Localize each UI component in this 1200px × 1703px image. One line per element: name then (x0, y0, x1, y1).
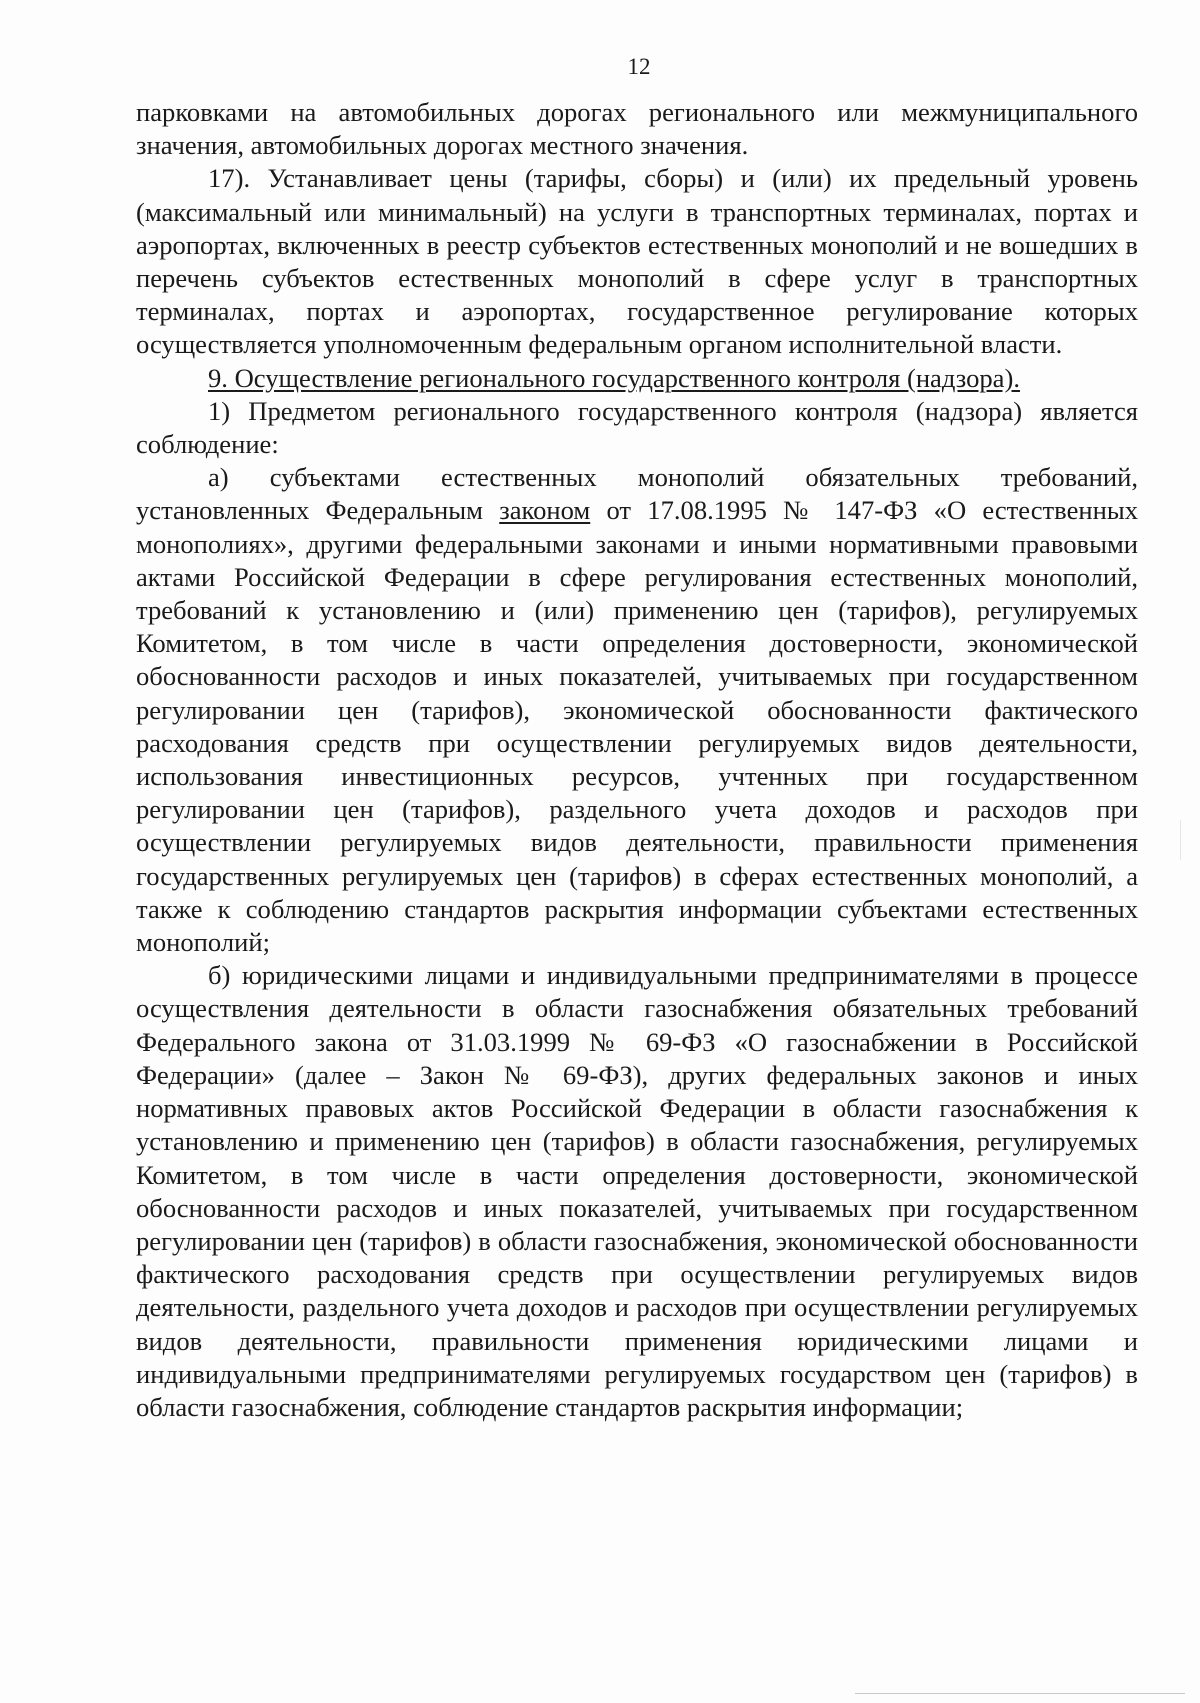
section-heading (136, 362, 1138, 395)
paragraph-subject: 1) Предметом регионального государственного контроля (надзора) является соблюдение: (136, 395, 1138, 460)
law-link[interactable]: законом (499, 495, 591, 526)
paragraph-continuation: парковками на автомобильных дорогах регионального или межмуниципального значения, автомобильных дорогах местного значения. (136, 97, 1138, 161)
paragraph-item-17: 17). Устанавливает цены (тарифы, сборы) и (или) их предельный уровень (максимальный или минимальный) на услуги в транспортных терминалах, портах и аэропортах, включенных в реестр субъектов естественных монополий и не вошедших в перечень субъектов естественных монополий в сфере услуг в транспортных терминалах, портах и аэропортах, государственное регулирование которых осуществляется уполномоченным федеральным органом исполнительной власти. (136, 163, 1138, 360)
scan-artifact (1180, 820, 1181, 860)
scan-edge-line (855, 1693, 1185, 1694)
item-a-text-start: а) субъектами естественных монополий обязательных требований, установленных Федеральным (136, 462, 1138, 526)
page-number: 12 (627, 54, 651, 79)
paragraph-item-b: б) юридическими лицами и индивидуальными предпринимателями в процессе осуществления деятельности в области газоснабжения обязательных требований Федерального закона от 31.03.1999 № 69-ФЗ «О газоснабжении в Российской Федерации» (далее – Закон № 69-ФЗ), других федеральных законов и иных нормативных правовых актов Российской Федерации в области газоснабжения к установлению и применению цен (тарифов) в области газоснабжения, регулируемых Комитетом, в том числе в части определения достоверности, экономической обоснованности расходов и иных показателей, учитываемых при государственном регулировании цен (тарифов) в области газоснабжения, экономической обоснованности фактического расходования средств при осуществлении регулируемых видов деятельности, раздельного учета доходов и расходов при осуществлении регулируемых видов деятельности, правильности применения юридическими лицами и индивидуальными предпринимателями регулируемых государством цен (тарифов) в области газоснабжения, соблюдение стандартов раскрытия информации; (136, 960, 1138, 1422)
document-body (136, 96, 1138, 1424)
item-a-text-end: от 17.08.1995 № 147-ФЗ «О естественных монополиях», другими федеральными законами и иными нормативными правовыми актами Российской Федерации в сфере регулирования естественных монополий, требований к установлению и (или) применению цен (тарифов), регулируемых Комитетом, в том числе в части определения достоверности, экономической обоснованности расходов и иных показателей, учитываемых при государственном регулировании цен (тарифов), экономической обоснованности фактического расходования средств при осуществлении регулируемых видов деятельности, использования инвестиционных ресурсов, учтенных при государственном регулировании цен (тарифов), раздельного учета доходов и расходов при осуществлении регулируемых видов деятельности, правильности применения государственных регулируемых цен (тарифов) в сферах естественных монополий, а также к соблюдению стандартов раскрытия информации субъектами естественных монополий; (136, 495, 1139, 958)
section-heading-text: 9. Осуществление регионального государственного контроля (надзора). (208, 362, 1020, 393)
paragraph-item-a (136, 461, 1138, 959)
